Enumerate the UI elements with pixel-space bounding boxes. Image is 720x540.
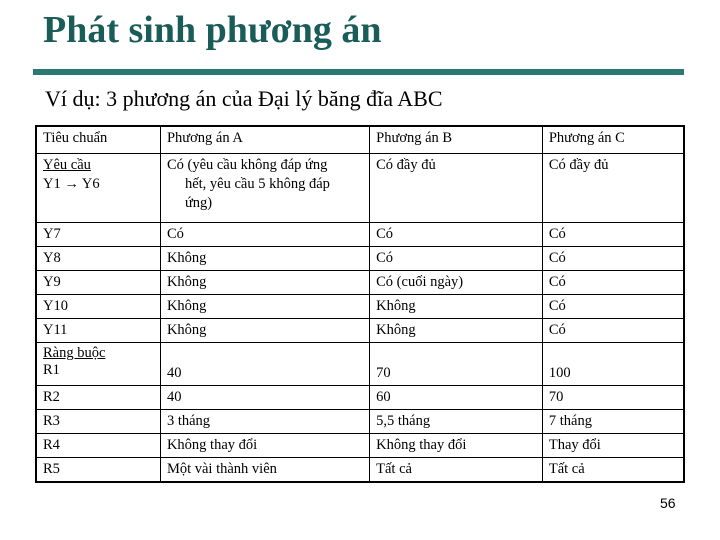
table-cell: Không: [160, 295, 369, 319]
header-cell: Phương án C: [542, 126, 684, 154]
table-cell: Có: [370, 247, 543, 271]
slide-title: Phát sinh phương án: [43, 9, 382, 51]
table-row: [36, 295, 684, 319]
table-cell: Y11: [36, 319, 160, 343]
table-cell: 3 tháng: [160, 410, 369, 434]
table-cell: 70: [542, 386, 684, 410]
table-cell: Y8: [36, 247, 160, 271]
table-cell: Không: [370, 319, 543, 343]
table-cell: [160, 154, 369, 223]
table-cell: 7 tháng: [542, 410, 684, 434]
table-cell: 5,5 tháng: [370, 410, 543, 434]
table-cell: Có đầy đủ: [542, 154, 684, 223]
table-cell: 60: [370, 386, 543, 410]
table-cell: [36, 343, 160, 386]
table-row-rangbuoc: [36, 343, 684, 386]
table-cell: Có: [370, 223, 543, 247]
table-cell: 100: [542, 343, 684, 386]
table-cell: Thay đổi: [542, 434, 684, 458]
table-cell: Không: [160, 247, 369, 271]
table-cell: R5: [36, 458, 160, 483]
table-row: [36, 386, 684, 410]
cell-line: hết, yêu cầu 5 không đáp: [184, 176, 330, 192]
cell-line: Có (yêu cầu không đáp ứng: [166, 157, 328, 173]
table-cell: Có đầy đủ: [370, 154, 543, 223]
table-cell: Y10: [36, 295, 160, 319]
table-row: [36, 223, 684, 247]
title-divider: [33, 69, 684, 75]
table-header-row: [36, 126, 684, 154]
header-cell: Phương án A: [160, 126, 369, 154]
criterion-label: Y1 → Y6: [43, 176, 100, 192]
table-cell: Không thay đổi: [370, 434, 543, 458]
table-cell: R3: [36, 410, 160, 434]
criterion-label: R1: [43, 362, 60, 378]
table-cell: R4: [36, 434, 160, 458]
table-cell: Y9: [36, 271, 160, 295]
table-cell: Có: [542, 271, 684, 295]
group-label-yeucau: Yêu cầu: [43, 157, 91, 173]
table-cell: Có: [160, 223, 369, 247]
table-cell: Có (cuối ngày): [370, 271, 543, 295]
table-cell: Có: [542, 295, 684, 319]
table-row: [36, 247, 684, 271]
table-cell: Có: [542, 247, 684, 271]
header-cell: Phương án B: [370, 126, 543, 154]
table-cell: Không: [370, 295, 543, 319]
table-row: [36, 271, 684, 295]
table-row-yeucau: [36, 154, 684, 223]
table-cell: Một vài thành viên: [160, 458, 369, 483]
table-cell: Không: [160, 319, 369, 343]
table-cell: Tất cả: [370, 458, 543, 483]
table-cell: Có: [542, 319, 684, 343]
table-cell: Không thay đổi: [160, 434, 369, 458]
table-row: [36, 410, 684, 434]
table-cell: Y7: [36, 223, 160, 247]
table-cell: [36, 154, 160, 223]
table-row: [36, 458, 684, 483]
table-cell: 70: [370, 343, 543, 386]
table-cell: Có: [542, 223, 684, 247]
comparison-table: [35, 125, 685, 483]
table-cell: R2: [36, 386, 160, 410]
table-cell: Tất cả: [542, 458, 684, 483]
slide-subtitle: Ví dụ: 3 phương án của Đại lý băng đĩa ABC: [45, 86, 443, 111]
group-label-rangbuoc: Ràng buộc: [43, 345, 106, 361]
cell-line: ứng): [184, 195, 213, 211]
table-cell: Không: [160, 271, 369, 295]
table-cell: 40: [160, 386, 369, 410]
header-cell: Tiêu chuẩn: [36, 126, 160, 154]
table-row: [36, 434, 684, 458]
page-number: 56: [660, 495, 676, 511]
table-row: [36, 319, 684, 343]
table-cell: 40: [160, 343, 369, 386]
